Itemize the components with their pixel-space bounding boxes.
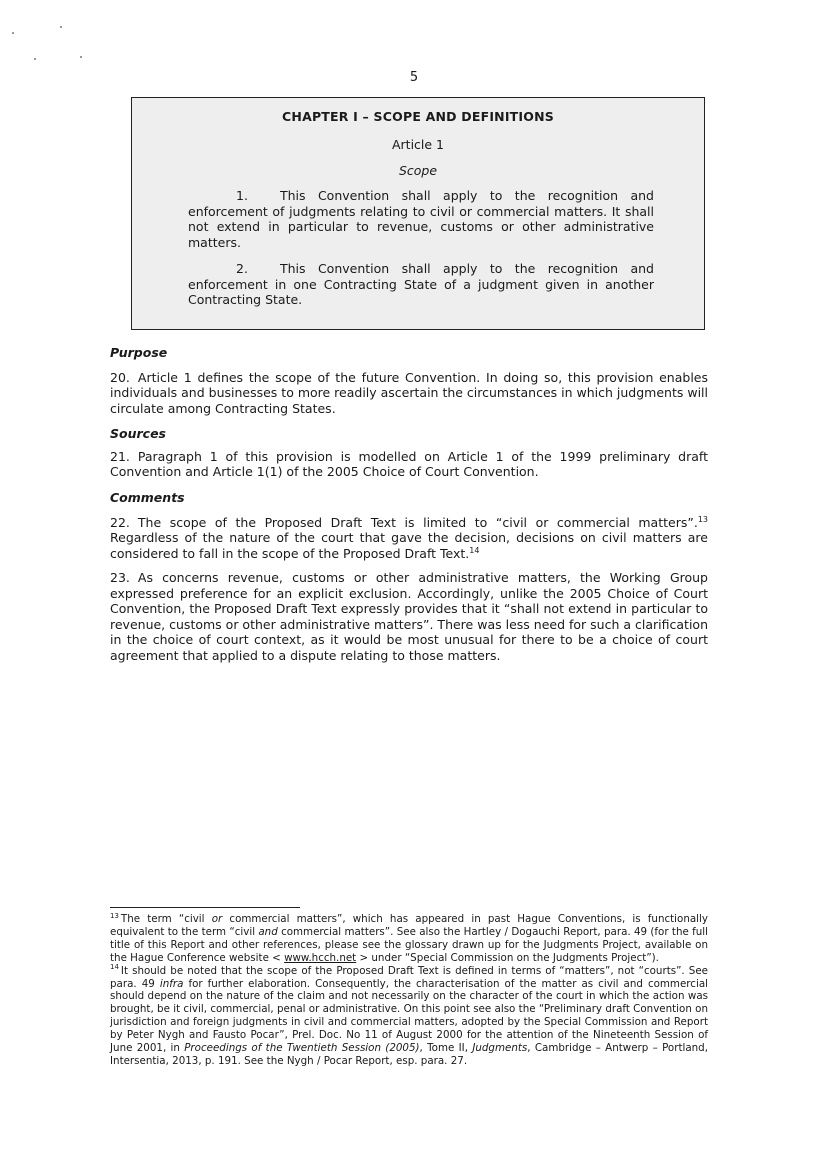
chapter-title: CHAPTER I – SCOPE AND DEFINITIONS [282, 109, 554, 124]
footnote-13 [110, 913, 708, 965]
footnote-text: or [211, 913, 223, 925]
footnote-text: and [258, 925, 278, 938]
paragraph-23 [110, 570, 708, 663]
comments-section [110, 490, 708, 663]
page-number: 5 [409, 70, 419, 85]
paragraph-text: This Convention shall apply to the recognition and enforcement in one Contracting State of a judgment given in another Contracting State. [188, 261, 654, 307]
footnote-mark: 14 [110, 963, 119, 972]
scan-artifact [12, 32, 14, 34]
paragraph-22 [110, 515, 708, 562]
footnote-text: > under “Special Commission on the Judgments Project”). [356, 951, 659, 964]
footnote-reference[interactable]: 14 [469, 545, 480, 555]
footnote-text: Judgments [472, 1042, 528, 1055]
footnote-text: , Tome II, [419, 1042, 473, 1055]
footnote-text: commercial matters”. See also the Hartley / Dogauchi Report, para. 49 (for the full title of this Report and other references, please see the glossary drawn up for the Judgments Project, available on the Hague Conference website < [110, 925, 708, 964]
footnote-reference[interactable]: 13 [697, 514, 708, 524]
hcch-website-link[interactable]: www.hcch.net [284, 951, 357, 964]
section-heading: Comments [110, 490, 185, 505]
footnotes [110, 913, 708, 1068]
footnote-text: Proceedings of the Twentieth Session (2005) [184, 1042, 420, 1055]
article-paragraph-1 [188, 188, 654, 250]
scan-artifact [34, 58, 36, 60]
paragraph-number: 2. [236, 261, 248, 276]
sources-section [110, 426, 708, 480]
footnote-text: It should be noted that the scope of the Proposed Draft Text is defined in terms of “matters”, not “courts”. See para. 49 [110, 964, 708, 990]
scan-artifact [80, 56, 82, 58]
paragraph-text: Paragraph 1 of this provision is modelled on Article 1 of the 1999 preliminary draft Convention and Article 1(1) of the 2005 Choice of Court Convention. [110, 448, 708, 479]
paragraph-21 [110, 449, 708, 480]
article-label: Article 1 [391, 137, 445, 152]
footnote-text: for further elaboration. Consequently, the characterisation of the matter as civil and commercial should depend on the nature of the claim and not necessarily on the character of the court in which the action was brought, be it civil, commercial, penal or administrative. On this point see also the “Preliminary draft Convention on jurisdiction and foreign judgments in civil and commercial matters, adopted by the Special Commission and Report by Peter Nygh and Fausto Pocar”, Prel. Doc. No 11 of August 2000 for the attention of the Nineteenth Session of June 2001, in [110, 977, 708, 1055]
paragraph-number: 21. [110, 448, 130, 464]
footnote-text: infra [159, 977, 184, 990]
scan-artifact [60, 26, 62, 28]
paragraph-20 [110, 370, 708, 417]
section-heading: Sources [110, 426, 166, 441]
paragraph-text: Regardless of the nature of the court that gave the decision, decisions on civil matters are considered to fall in the scope of the Proposed Draft Text. [110, 530, 708, 561]
article-box [131, 97, 705, 330]
paragraph-text: As concerns revenue, customs or other administrative matters, the Working Group expressed preference for an explicit exclusion. Accordingly, unlike the 2005 Choice of Court Convention, the Proposed Draft Text expressly provides that it “shall not extend in particular to revenue, customs or other administrative matters”. There was less need for such a clarification in the choice of court context, as it would be most unusual for there to be a choice of court agreement that applied to a dispute relating to those matters. [110, 570, 708, 663]
purpose-section [110, 345, 708, 416]
footnote-mark: 13 [110, 911, 119, 920]
footnote-14 [110, 965, 708, 1068]
paragraph-text: The scope of the Proposed Draft Text is limited to “civil or commercial matters”. [137, 514, 698, 530]
footnote-text: commercial matters”, which has appeared in past Hague Conventions, is functionally equivalent to the term “civil [110, 913, 708, 938]
footnote-text: The term “civil [120, 913, 212, 925]
paragraph-number: 23. [110, 570, 130, 585]
paragraph-text: Article 1 defines the scope of the future Convention. In doing so, this provision enables individuals and businesses to more readily ascertain the circumstances in which judgments will circulate among Contracting States. [110, 369, 708, 416]
footnote-separator [110, 907, 300, 908]
section-heading: Purpose [110, 345, 168, 360]
article-heading: Scope [398, 163, 438, 178]
paragraph-text: This Convention shall apply to the recognition and enforcement of judgments relating to civil or commercial matters. It shall not extend in particular to revenue, customs or other administrative matters. [188, 188, 654, 250]
paragraph-number: 20. [110, 369, 130, 385]
footnote-text: , Cambridge – Antwerp – Portland, Intersentia, 2013, p. 191. See the Nygh / Pocar Report, esp. para. 27. [110, 1042, 708, 1067]
paragraph-number: 22. [110, 514, 130, 530]
article-paragraph-2 [188, 261, 654, 308]
paragraph-number: 1. [236, 188, 248, 203]
